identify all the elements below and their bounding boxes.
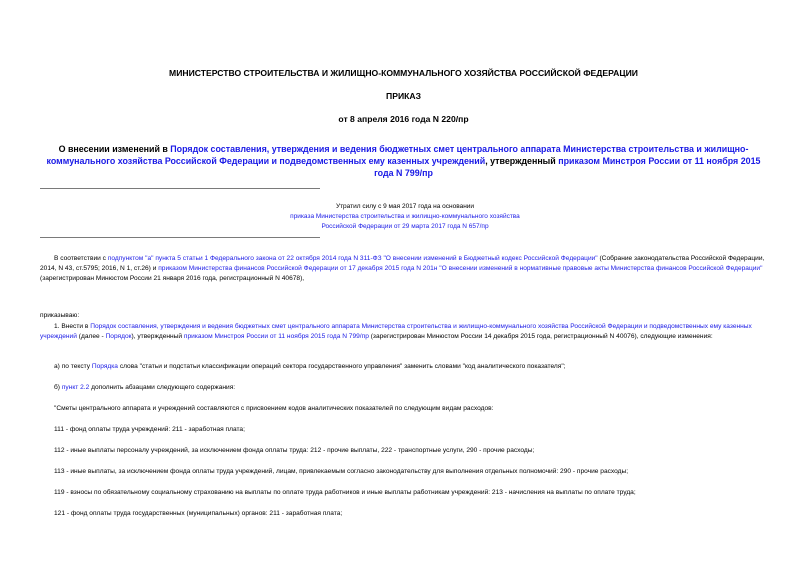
item-a-text-1: а) по тексту [54, 363, 92, 370]
subject-middle: , утвержденный [485, 156, 559, 166]
document-type: ПРИКАЗ [386, 91, 421, 101]
ministry-heading: МИНИСТЕРСТВО СТРОИТЕЛЬСТВА И ЖИЛИЩНО-КОММУНАЛЬНОГО ХОЗЯЙСТВА РОССИЙСКОЙ ФЕДЕРАЦИИ [169, 68, 638, 78]
item-b-link-clause[interactable]: пункт 2.2 [61, 384, 90, 391]
status-note [160, 202, 650, 232]
quote-paragraph: "Сметы центрального аппарата и учреждений составляются с присвоением кодов аналитических показателей по следующим видам расходов: [54, 405, 494, 412]
preamble-text-3: (зарегистрирован Минюстом России 21 января 2016 года, регистрационный N 40678), [40, 275, 305, 282]
item-b-paragraph [54, 383, 767, 393]
divider-top [40, 188, 320, 189]
code-line: 112 - иные выплаты персоналу учреждений, за исключением фонда оплаты труда: 212 - прочие выплаты, 222 - транспортные услуги, 290 - прочие расходы; [54, 447, 535, 454]
item-a-text-2: слова "статьи и подстатьи классификации операций сектора государственного управления" заменить словами "код аналитического показателя"; [117, 363, 566, 370]
item-1-paragraph [40, 322, 767, 342]
code-line: 121 - фонд оплаты труда государственных (муниципальных) органов: 211 - заработная плата; [54, 510, 343, 517]
item-1-text-4: (зарегистрирован Минюстом России 14 декабря 2015 года, регистрационный N 40076), следующие изменения: [368, 333, 713, 340]
subject-link-order[interactable]: приказом Минстроя России от 11 ноября 2015 года N 799/пр [374, 156, 761, 178]
item-1-text-1: 1. Внести в [54, 323, 91, 330]
preamble-paragraph [40, 254, 767, 284]
item-1-link-procedure[interactable]: Порядок составления, утверждения и ведения бюджетных смет центрального аппарата Министерства строительства и жилищно-коммунального хозяйства Российской Федерации и подведомственных ему казенных учреждений [40, 323, 752, 340]
item-b-text-2: дополнить абзацами следующего содержания: [89, 384, 236, 391]
item-1-text-3: ), утвержденный [131, 333, 184, 340]
code-line: 111 - фонд оплаты труда учреждений: 211 - заработная плата; [54, 426, 245, 433]
item-1-link-short[interactable]: Порядок [105, 333, 132, 340]
item-b-text-1: б) [54, 384, 62, 391]
status-note-link-line1[interactable]: приказа Министерства строительства и жилищно-коммунального хозяйства [290, 213, 520, 220]
status-note-text: Утратил силу с 9 мая 2017 года на основании [335, 203, 475, 210]
preamble-link-minfin-order[interactable]: приказом Министерства финансов Российской Федерации от 17 декабря 2015 года N 201н "О внесении изменений в нормативные правовые акты Министерства финансов Российской Федерации" [158, 265, 763, 272]
item-1-link-order[interactable]: приказом Минстроя России от 11 ноября 2015 года N 799/пр [183, 333, 369, 340]
item-1-text-2: (далее - [76, 333, 106, 340]
preamble-text-1: В соответствии с [54, 255, 108, 262]
item-a-link-procedure[interactable]: Порядка [91, 363, 118, 370]
document-date: от 8 апреля 2016 года N 220/пр [338, 114, 469, 124]
divider-bottom [40, 237, 320, 238]
item-a-paragraph [54, 362, 767, 372]
preamble-text-2: (Собрание законодательства Российской Федерации, 2014, N 43, ст.5795; 2016, N 1, ст.26) и [40, 255, 765, 272]
subject-prefix: О внесении изменений в [58, 144, 171, 154]
subject-link-procedure[interactable]: Порядок составления, утверждения и ведения бюджетных смет центрального аппарата Министерства строительства и жилищно-коммунального хозяйства Российской Федерации и подведомственных ему казенных учреждений [46, 144, 749, 166]
code-line: 113 - иные выплаты, за исключением фонда оплаты труда учреждений, лицам, привлекаемым согласно законодательству для выполнения отдельных полномочий: 290 - прочие расходы; [54, 468, 629, 475]
code-line: 119 - взносы по обязательному социальному страхованию на выплаты по оплате труда работников и иные выплаты работникам учреждений: 213 - начисления на выплаты по оплате труда; [54, 489, 636, 496]
document-subject [40, 143, 767, 179]
order-word: приказываю: [40, 312, 80, 319]
status-note-link-line2[interactable]: Российской Федерации от 29 марта 2017 года N 657/пр [321, 223, 489, 230]
preamble-link-federal-law[interactable]: подпунктом "а" пункта 5 статьи 1 Федерального закона от 22 октября 2014 года N 311-ФЗ "О внесении изменений в Бюджетный кодекс Российской Федерации" [107, 255, 598, 262]
